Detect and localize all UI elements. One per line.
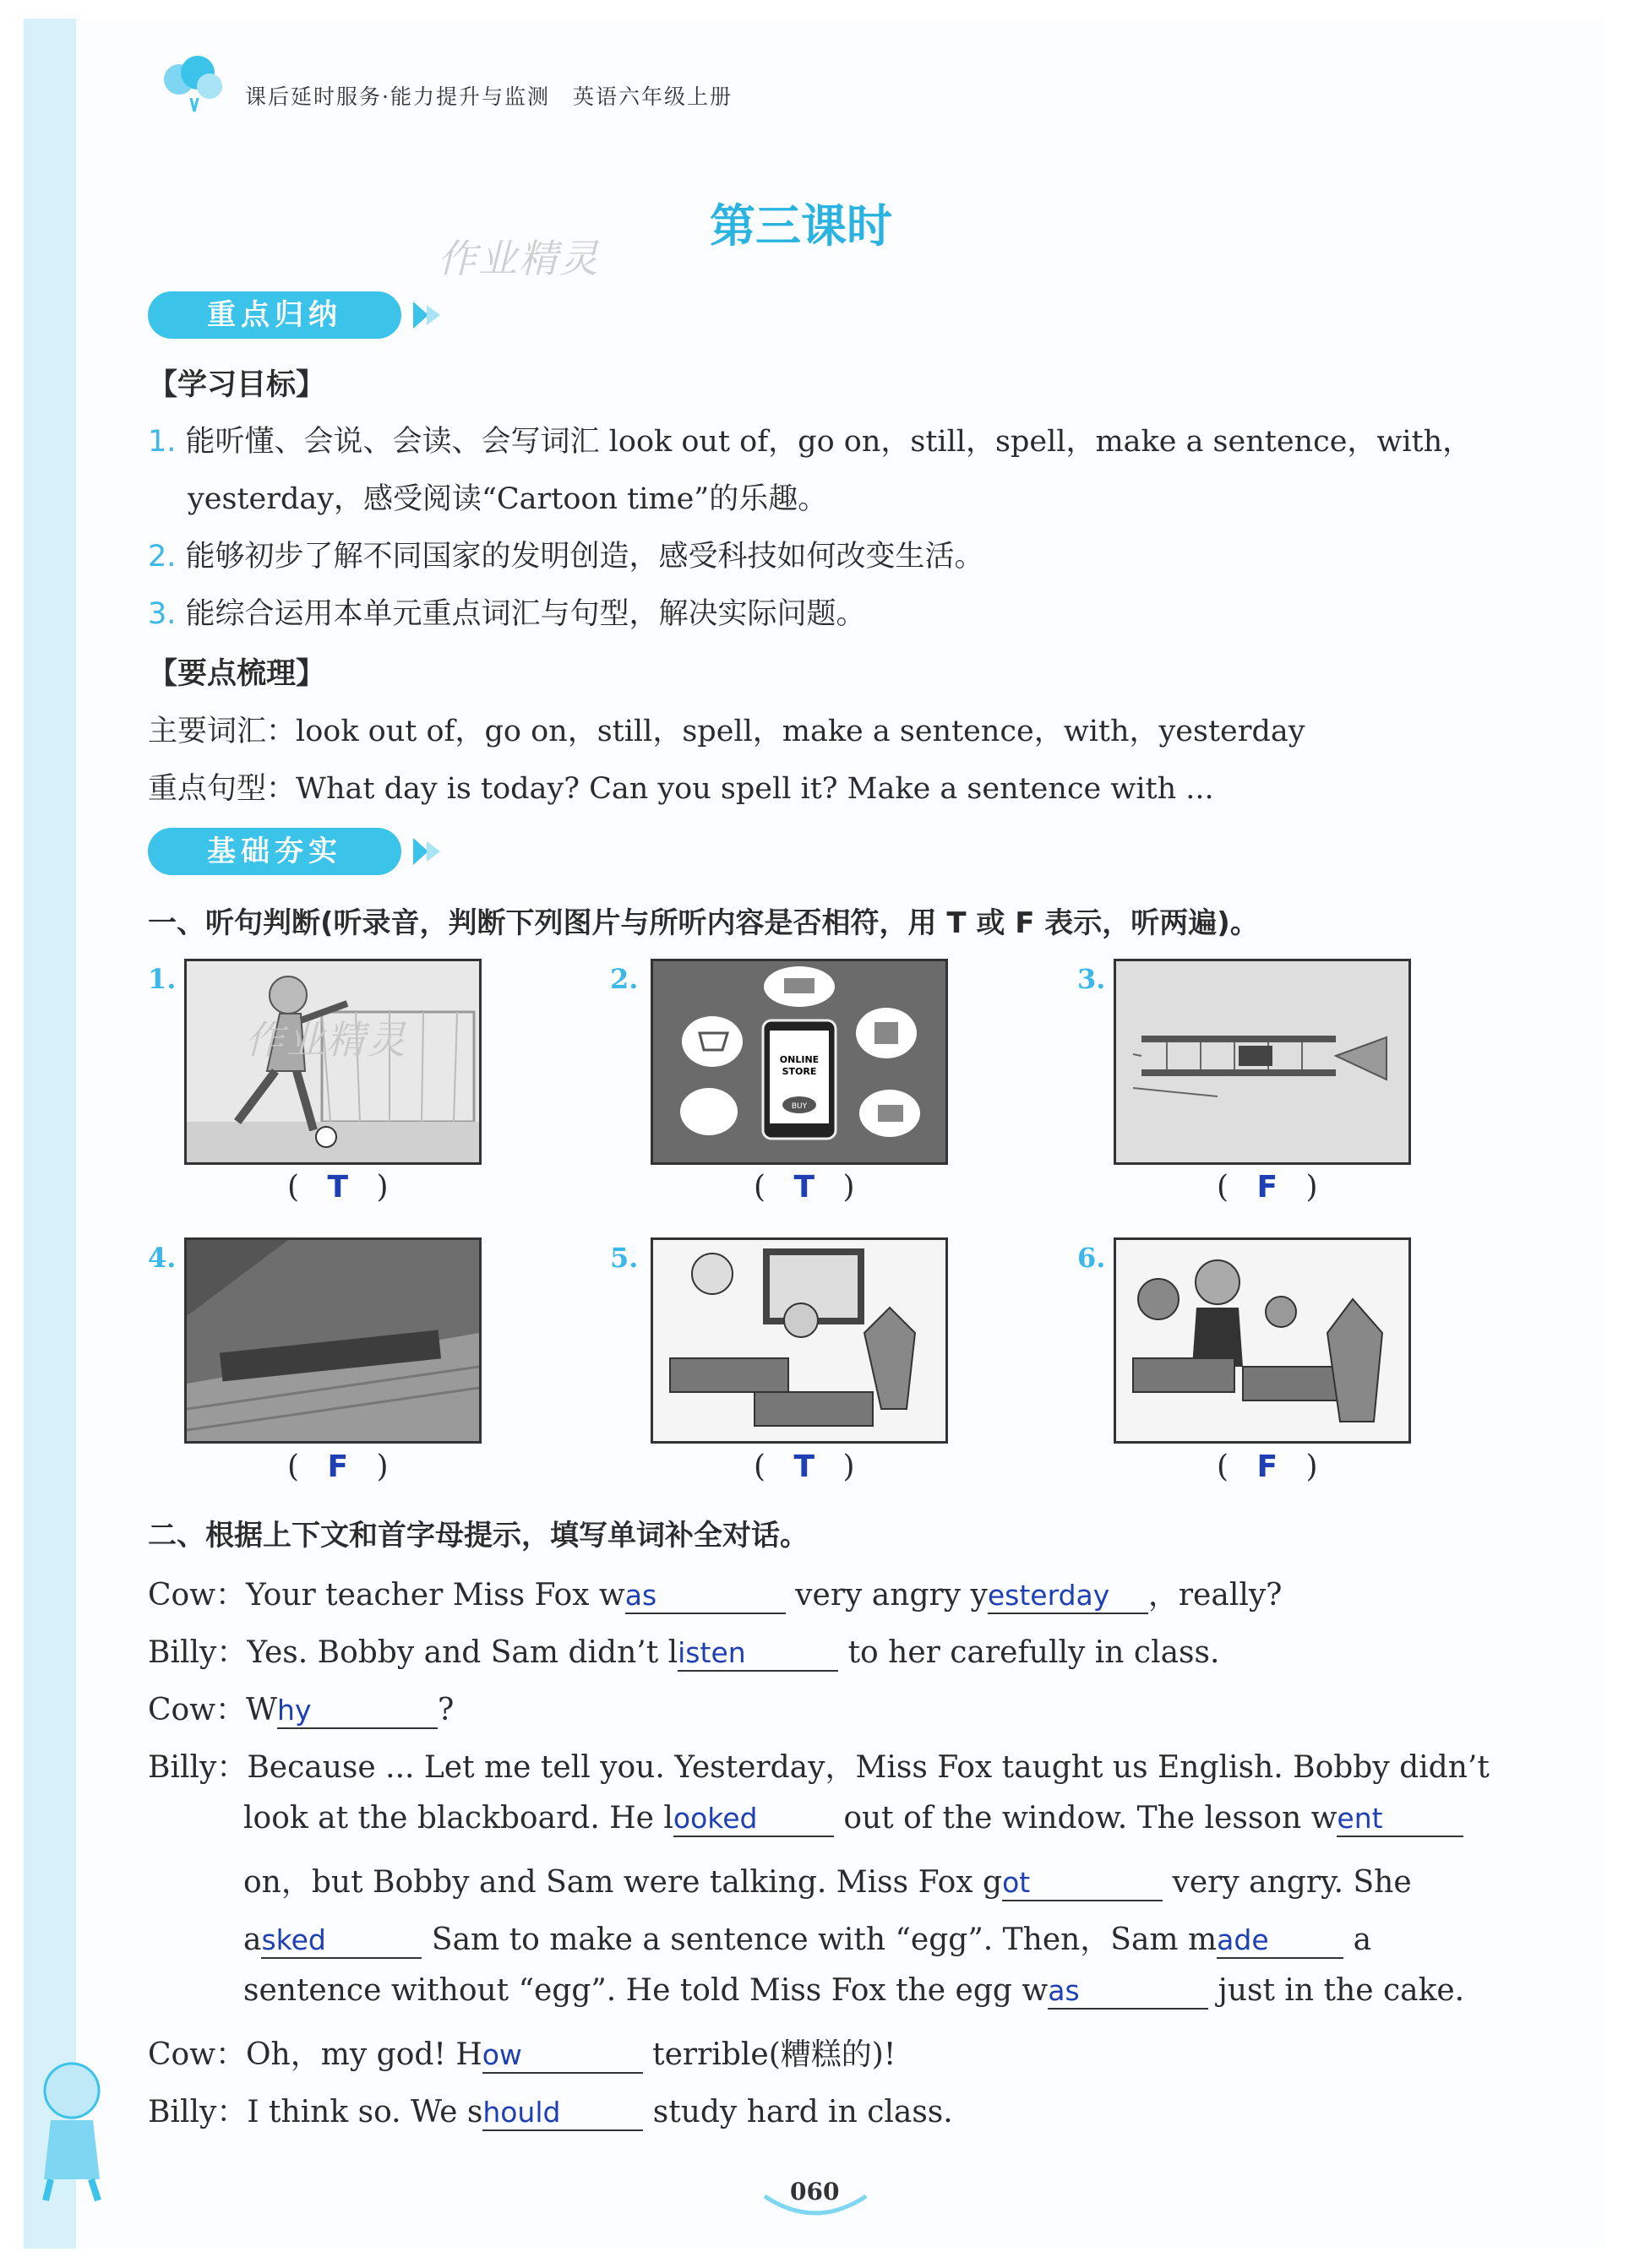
answer-3: ( F ) <box>1217 1170 1318 1205</box>
goal-number: 3. <box>148 597 177 631</box>
page-number: 060 <box>790 2178 840 2205</box>
decorative-side-strip <box>24 19 76 2249</box>
answer-4: ( F ) <box>287 1449 389 1484</box>
train-picture <box>184 1237 482 1444</box>
goal-text: 能综合运用本单元重点词汇与句型，解决实际问题。 <box>185 597 866 631</box>
answer-blank: ooked <box>673 1802 834 1837</box>
picture-number: 5. <box>610 1242 639 1274</box>
goal-number: 1. <box>148 425 177 459</box>
answer-value: F <box>1256 1449 1278 1484</box>
answer-value: T <box>793 1449 815 1484</box>
question-2-heading: 二、根据上下文和首字母提示，填写单词补全对话。 <box>148 1519 809 1553</box>
classroom-picture <box>1114 1237 1411 1444</box>
answer-blank: isten <box>678 1636 838 1672</box>
watermark: 作业精灵 <box>245 1017 407 1063</box>
dialogue-line-6: on，but Bobby and Sam were talking. Miss Fox got very angry. She <box>243 1865 1412 1900</box>
dialogue-line-1: Cow：Your teacher Miss Fox was very angry yesterday ，really? <box>148 1578 1283 1613</box>
dialogue-line-3: Cow：Why ? <box>148 1693 455 1727</box>
answer-blank: ot <box>1002 1866 1163 1901</box>
goal-item-1 <box>148 418 1472 460</box>
dialogue-line-5: look at the blackboard. He looked out of the window. The lesson went <box>243 1801 1463 1837</box>
answer-5: ( T ) <box>754 1449 855 1484</box>
answer-value: F <box>1256 1170 1278 1205</box>
store-label: STORE <box>782 1066 817 1077</box>
goal-item-2 <box>148 533 984 575</box>
airplane-picture <box>1114 959 1411 1165</box>
picture-number: 6. <box>1077 1242 1106 1274</box>
dialogue-line-9: Cow：Oh，my god! How terrible(糟糕的)! <box>148 2037 896 2072</box>
online-label: ONLINE <box>779 1054 820 1065</box>
answer-2: ( T ) <box>754 1170 855 1205</box>
dialogue-line-4: Billy：Because ... Let me tell you. Yesterday，Miss Fox taught us English. Bobby didn’t <box>148 1750 1490 1785</box>
goals-heading: 【学习目标】 <box>148 368 326 402</box>
answer-blank: as <box>1048 1974 1208 2010</box>
lesson-title: 第三课时 <box>710 199 892 253</box>
answer-blank: as <box>625 1579 786 1614</box>
goal-text: 能听懂、会说、会读、会写词汇 look out of，go on，still，spell，make a sentence，with， <box>185 425 1473 459</box>
answer-6: ( F ) <box>1217 1449 1318 1484</box>
cartoon-kid-icon <box>25 2053 118 2205</box>
question-1-heading: 一、听句判断(听录音，判断下列图片与所听内容是否相符，用 T 或 F 表示，听两遍)。 <box>148 906 1259 940</box>
dialogue-line-2: Billy：Yes. Bobby and Sam didn’t listen to her carefully in class. <box>148 1635 1220 1670</box>
picture-number: 2. <box>610 963 639 995</box>
goal-item-1-continued: yesterday，感受阅读“Cartoon time”的乐趣。 <box>188 482 828 516</box>
answer-value: T <box>327 1170 349 1205</box>
picture-number: 1. <box>148 963 177 995</box>
answer-blank: ent <box>1337 1802 1463 1837</box>
double-arrow-icon <box>410 298 447 332</box>
answer-value: T <box>793 1170 815 1205</box>
answer-blank: sked <box>261 1923 422 1959</box>
goal-text: 能够初步了解不同国家的发明创造，感受科技如何改变生活。 <box>185 540 984 574</box>
answer-blank: ow <box>482 2038 643 2074</box>
watermark: 作业精灵 <box>438 236 600 281</box>
key-sentences: 重点句型：What day is today? Can you spell it? Make a sentence with ... <box>148 772 1214 806</box>
online-store-picture <box>651 959 948 1165</box>
points-heading: 【要点梳理】 <box>148 657 326 691</box>
answer-blank: hy <box>277 1694 438 1729</box>
dialogue-line-7: asked Sam to make a sentence with “egg”. Then，Sam made a <box>243 1923 1372 1957</box>
classroom-picture <box>651 1237 948 1444</box>
header-text: 课后延时服务·能力提升与监测 英语六年级上册 <box>245 84 733 109</box>
answer-blank: hould <box>482 2096 643 2131</box>
balloon-logo-icon <box>161 51 228 118</box>
goal-number: 2. <box>148 540 177 574</box>
goal-item-3 <box>148 590 866 633</box>
answer-blank: esterday <box>988 1579 1148 1614</box>
section-tab-basics: 基础夯实 <box>148 828 401 875</box>
picture-number: 4. <box>148 1242 177 1274</box>
picture-number: 3. <box>1077 963 1106 995</box>
buy-label: BUY <box>791 1102 808 1111</box>
key-vocabulary: 主要词汇：look out of，go on，still，spell，make a sentence，with，yesterday <box>148 715 1305 748</box>
double-arrow-icon <box>410 835 447 868</box>
section-tab-key-points: 重点归纳 <box>148 291 401 339</box>
answer-1: ( T ) <box>287 1170 389 1205</box>
dialogue-line-10: Billy：I think so. We should study hard in class. <box>148 2095 953 2129</box>
dialogue-line-8: sentence without “egg”. He told Miss Fox the egg was just in the cake. <box>243 1973 1465 2008</box>
answer-value: F <box>327 1449 349 1484</box>
answer-blank: ade <box>1217 1923 1343 1959</box>
